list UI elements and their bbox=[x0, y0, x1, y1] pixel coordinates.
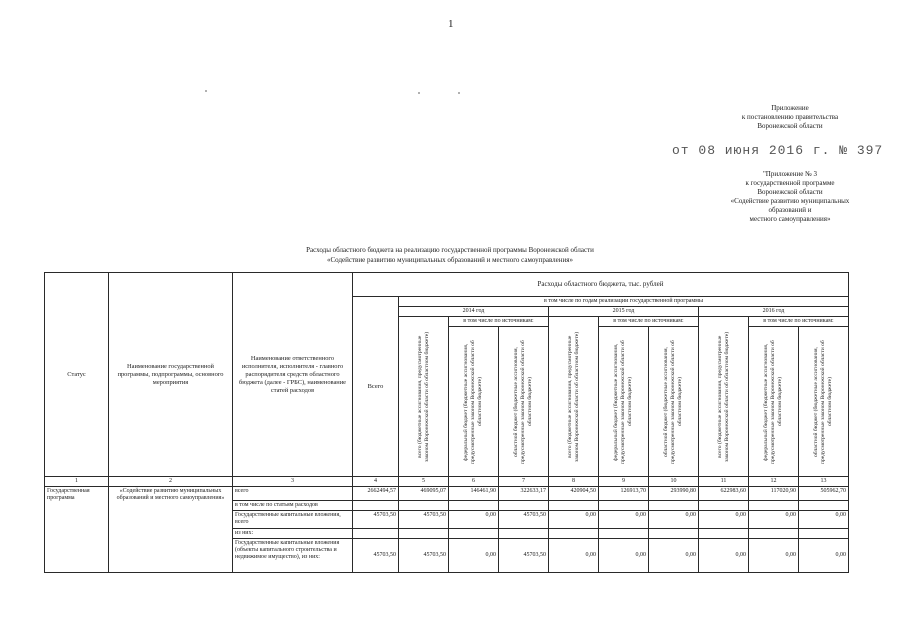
col-header-2016-sources: в том числе по источникам: bbox=[749, 317, 849, 327]
appendix-header bbox=[700, 104, 880, 131]
col-header-total: Всего bbox=[353, 297, 399, 477]
scan-speck bbox=[418, 92, 420, 94]
scan-speck bbox=[205, 90, 207, 92]
col-header-2015-sources: в том числе по источникам: bbox=[599, 317, 699, 327]
table-cell: 0,00 bbox=[799, 511, 849, 529]
column-number-row bbox=[45, 477, 849, 487]
table-cell: 469095,07 bbox=[399, 487, 449, 501]
table-cell: 0,00 bbox=[749, 511, 799, 529]
col-header-2014-federal: федеральный бюджет (бюджетные ассигнования, предусмотренные законом Воронежской области об областном бюджете) bbox=[449, 327, 499, 477]
col-header-responsible: Наименование ответственного исполнителя, исполнителя - главного распорядителя средств областного бюджета (далее - ГРБС), наименование статей расходов bbox=[233, 273, 353, 477]
col-header-2016-total: всего (бюджетные ассигнования, предусмотренные законом Воронежской области об областном бюджете) bbox=[699, 317, 749, 477]
col-header-2014-sources: в том числе по источникам: bbox=[449, 317, 549, 327]
table-cell: 0,00 bbox=[549, 511, 599, 529]
column-number: 3 bbox=[233, 477, 353, 487]
table-cell: 45703,50 bbox=[399, 511, 449, 529]
table-row bbox=[45, 487, 849, 501]
table-cell: 420904,50 bbox=[549, 487, 599, 501]
col-header-2014-regional: областной бюджет (бюджетные ассигнования, предусмотренные законом Воронежской области об областном бюджете) bbox=[499, 327, 549, 477]
appendix-line: к постановлению правительства bbox=[741, 113, 839, 121]
col-header-year-2014: 2014 год bbox=[399, 307, 549, 317]
column-number: 6 bbox=[449, 477, 499, 487]
document-title bbox=[230, 245, 670, 265]
col-header-by-years: в том числе по годам реализации государственной программы bbox=[399, 297, 849, 307]
appendix3-line: образований и bbox=[768, 206, 812, 214]
appendix3-line: местного самоуправления» bbox=[749, 215, 831, 223]
col-header-year-2015: 2015 год bbox=[549, 307, 699, 317]
expenses-table bbox=[44, 272, 849, 573]
appendix-line: Приложение bbox=[771, 104, 809, 112]
col-header-2015-federal: федеральный бюджет (бюджетные ассигнования, предусмотренные законом Воронежской области об областном бюджете) bbox=[599, 327, 649, 477]
table-cell: 622983,60 bbox=[699, 487, 749, 501]
page-number: 1 bbox=[448, 18, 454, 30]
col-header-2015-total: всего (бюджетные ассигнования, предусмотренные законом Воронежской области об областном бюджете) bbox=[549, 317, 599, 477]
table-cell: 0,00 bbox=[599, 511, 649, 529]
table-cell: 0,00 bbox=[649, 511, 699, 529]
table-cell: 0,00 bbox=[449, 539, 499, 573]
row-label: из них: bbox=[233, 529, 353, 539]
table-cell: 0,00 bbox=[599, 539, 649, 573]
table-cell: 322633,17 bbox=[499, 487, 549, 501]
table-cell: 0,00 bbox=[549, 539, 599, 573]
col-header-2014-total: всего (бюджетные ассигнования, предусмотренные законом Воронежской области об областном бюджете) bbox=[399, 317, 449, 477]
column-number: 10 bbox=[649, 477, 699, 487]
column-number: 11 bbox=[699, 477, 749, 487]
table-cell: 505962,70 bbox=[799, 487, 849, 501]
table-cell: 45703,50 bbox=[399, 539, 449, 573]
column-number: 9 bbox=[599, 477, 649, 487]
appendix3-line: "Приложение № 3 bbox=[762, 170, 818, 178]
table-cell: 0,00 bbox=[649, 539, 699, 573]
appendix3-header bbox=[690, 170, 890, 224]
appendix3-line: «Содействие развитию муниципальных bbox=[730, 197, 850, 205]
row-label: Государственные капитальные вложения (объекты капитального строительства и недвижимое имущество), из них: bbox=[233, 539, 353, 573]
appendix-line: Воронежской области bbox=[757, 122, 823, 130]
col-header-2015-regional: областной бюджет (бюджетные ассигнования, предусмотренные законом Воронежской области об областном бюджете) bbox=[649, 327, 699, 477]
table-cell: 0,00 bbox=[699, 511, 749, 529]
scan-speck bbox=[458, 92, 460, 94]
table-cell: 0,00 bbox=[799, 539, 849, 573]
appendix3-line: Воронежской области bbox=[757, 188, 823, 196]
table-cell: 293990,80 bbox=[649, 487, 699, 501]
col-header-2016-federal: федеральный бюджет (бюджетные ассигнования, предусмотренные законом Воронежской области об областном бюджете) bbox=[749, 327, 799, 477]
col-header-name: Наименование государственной программы, подпрограммы, основного мероприятия bbox=[109, 273, 233, 477]
table-cell: 146461,90 bbox=[449, 487, 499, 501]
table-cell: 45703,50 bbox=[353, 511, 399, 529]
table-cell: 45703,50 bbox=[499, 539, 549, 573]
column-number: 12 bbox=[749, 477, 799, 487]
row-label: Государственные капитальные вложения, всего bbox=[233, 511, 353, 529]
col-header-2016-regional: областной бюджет (бюджетные ассигнования, предусмотренные законом Воронежской области об областном бюджете) bbox=[799, 327, 849, 477]
column-number: 13 bbox=[799, 477, 849, 487]
column-number: 4 bbox=[353, 477, 399, 487]
date-stamp: от 08 июня 2016 г. № 397 bbox=[672, 143, 884, 158]
column-number: 1 bbox=[45, 477, 109, 487]
table-cell: 2662494,57 bbox=[353, 487, 399, 501]
column-number: 5 bbox=[399, 477, 449, 487]
table-cell: 117020,90 bbox=[749, 487, 799, 501]
row-status: Государственная программа bbox=[45, 487, 109, 573]
table-cell: 0,00 bbox=[699, 539, 749, 573]
title-line: Расходы областного бюджета на реализацию государственной программы Воронежской области bbox=[306, 246, 594, 254]
table-cell: 126913,70 bbox=[599, 487, 649, 501]
row-label: всего bbox=[233, 487, 353, 501]
table-cell: 45703,50 bbox=[353, 539, 399, 573]
col-header-year-2016: 2016 год bbox=[699, 307, 849, 317]
table-cell: 0,00 bbox=[749, 539, 799, 573]
column-number: 8 bbox=[549, 477, 599, 487]
col-header-status: Статус bbox=[45, 273, 109, 477]
col-header-expenses: Расходы областного бюджета, тыс. рублей bbox=[353, 273, 849, 297]
table-cell: 45703,50 bbox=[499, 511, 549, 529]
column-number: 7 bbox=[499, 477, 549, 487]
column-number: 2 bbox=[109, 477, 233, 487]
title-line: «Содействие развитию муниципальных образований и местного самоуправления» bbox=[327, 256, 573, 264]
appendix3-line: к государственной программе bbox=[745, 179, 835, 187]
table-cell: 0,00 bbox=[449, 511, 499, 529]
row-label: в том числе по статьям расходов bbox=[233, 501, 353, 511]
row-program-name: «Содействие развитию муниципальных образований и местного самоуправления» bbox=[109, 487, 233, 573]
